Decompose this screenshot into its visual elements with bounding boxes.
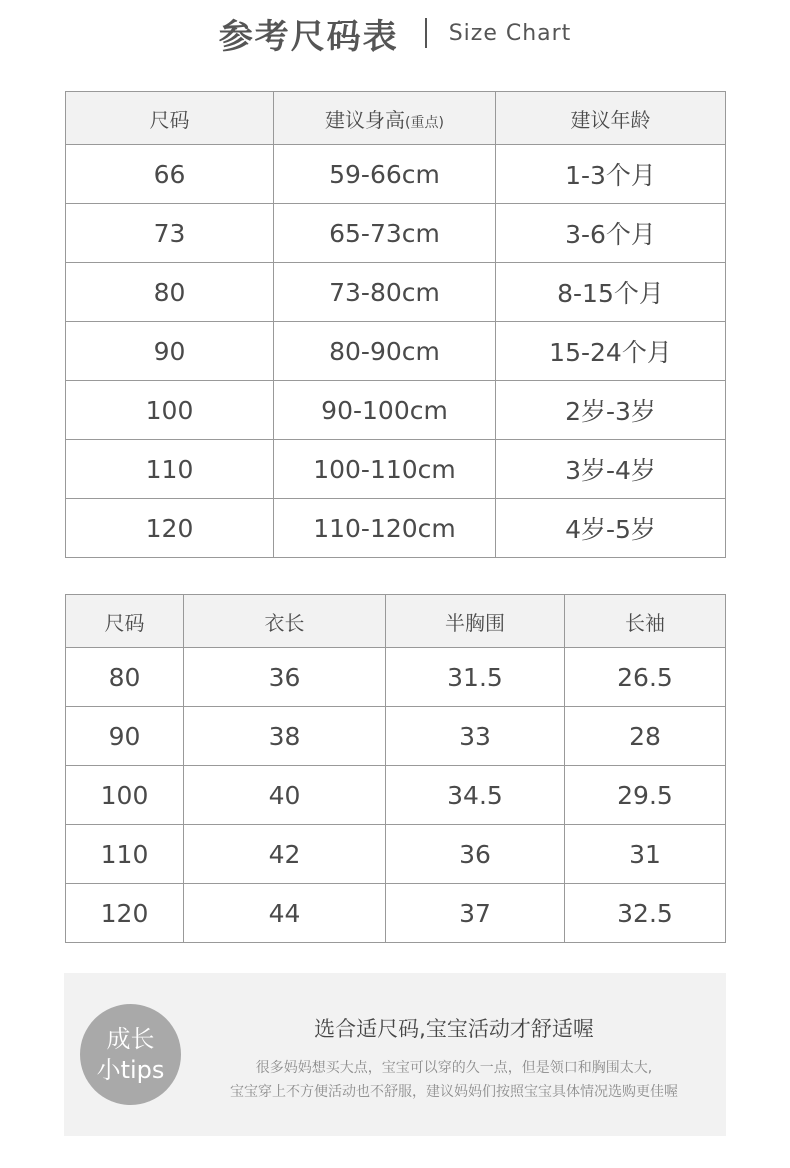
cell-size: 100: [66, 766, 184, 825]
cell-height: 59-66cm: [274, 145, 496, 204]
cell-length: 36: [184, 648, 386, 707]
cell-half-chest: 33: [386, 707, 565, 766]
table-row: [66, 707, 726, 766]
cell-size: 90: [66, 322, 274, 381]
table-row: [66, 381, 726, 440]
cell-size: 100: [66, 381, 274, 440]
cell-size: 73: [66, 204, 274, 263]
table-row: [66, 440, 726, 499]
tips-badge-line1: 成长: [106, 1024, 155, 1053]
table-header-row: [66, 92, 726, 145]
cell-size: 110: [66, 440, 274, 499]
cell-sleeve: 29.5: [565, 766, 726, 825]
cell-age: 8-15个月: [496, 263, 726, 322]
header-sleeve: 长袖: [565, 595, 726, 648]
tips-text-line2: 宝宝穿上不方便活动也不舒服，建议妈妈们按照宝宝具体情况选购更佳喔: [230, 1084, 678, 1100]
cell-length: 44: [184, 884, 386, 943]
header-size: 尺码: [66, 595, 184, 648]
cell-height: 65-73cm: [274, 204, 496, 263]
cell-half-chest: 34.5: [386, 766, 565, 825]
tips-panel: [64, 973, 726, 1136]
cell-size: 66: [66, 145, 274, 204]
measurement-table: [65, 594, 726, 943]
header-half-chest: 半胸围: [386, 595, 565, 648]
tips-title: 选合适尺码,宝宝活动才舒适喔: [314, 1017, 594, 1041]
cell-age: 3岁-4岁: [496, 440, 726, 499]
header-height-label: 建议身高: [325, 107, 406, 132]
header-length: 衣长: [184, 595, 386, 648]
cell-size: 110: [66, 825, 184, 884]
cell-size: 80: [66, 648, 184, 707]
cell-half-chest: 37: [386, 884, 565, 943]
page-header: [0, 10, 790, 56]
tips-badge: [80, 1004, 181, 1105]
cell-age: 1-3个月: [496, 145, 726, 204]
cell-size: 80: [66, 263, 274, 322]
cell-height: 73-80cm: [274, 263, 496, 322]
header-size: 尺码: [66, 92, 274, 145]
cell-sleeve: 28: [565, 707, 726, 766]
cell-age: 4岁-5岁: [496, 499, 726, 558]
table-row: [66, 884, 726, 943]
table-row: [66, 204, 726, 263]
cell-size: 90: [66, 707, 184, 766]
cell-size: 120: [66, 884, 184, 943]
table-row: [66, 263, 726, 322]
cell-sleeve: 31: [565, 825, 726, 884]
title-divider: [425, 18, 427, 48]
page-title: 参考尺码表: [218, 16, 399, 57]
cell-age: 2岁-3岁: [496, 381, 726, 440]
table-row: [66, 825, 726, 884]
tips-text-line1: 很多妈妈想买大点，宝宝可以穿的久一点，但是领口和胸围太大,: [255, 1060, 653, 1076]
cell-age: 3-6个月: [496, 204, 726, 263]
header-age: 建议年龄: [496, 92, 726, 145]
cell-height: 100-110cm: [274, 440, 496, 499]
table-row: [66, 648, 726, 707]
cell-half-chest: 36: [386, 825, 565, 884]
page-subtitle: Size Chart: [448, 20, 572, 46]
table-row: [66, 499, 726, 558]
header-height: [274, 92, 496, 145]
table-row: [66, 322, 726, 381]
table-row: [66, 766, 726, 825]
cell-half-chest: 31.5: [386, 648, 565, 707]
header-height-note: (重点): [405, 114, 444, 131]
cell-size: 120: [66, 499, 274, 558]
cell-height: 80-90cm: [274, 322, 496, 381]
cell-length: 42: [184, 825, 386, 884]
cell-sleeve: 32.5: [565, 884, 726, 943]
cell-height: 110-120cm: [274, 499, 496, 558]
tips-badge-line2: 小tips: [96, 1055, 165, 1084]
table-header-row: [66, 595, 726, 648]
cell-sleeve: 26.5: [565, 648, 726, 707]
cell-length: 38: [184, 707, 386, 766]
cell-age: 15-24个月: [496, 322, 726, 381]
table-row: [66, 145, 726, 204]
cell-length: 40: [184, 766, 386, 825]
cell-height: 90-100cm: [274, 381, 496, 440]
size-age-table: [65, 91, 726, 558]
